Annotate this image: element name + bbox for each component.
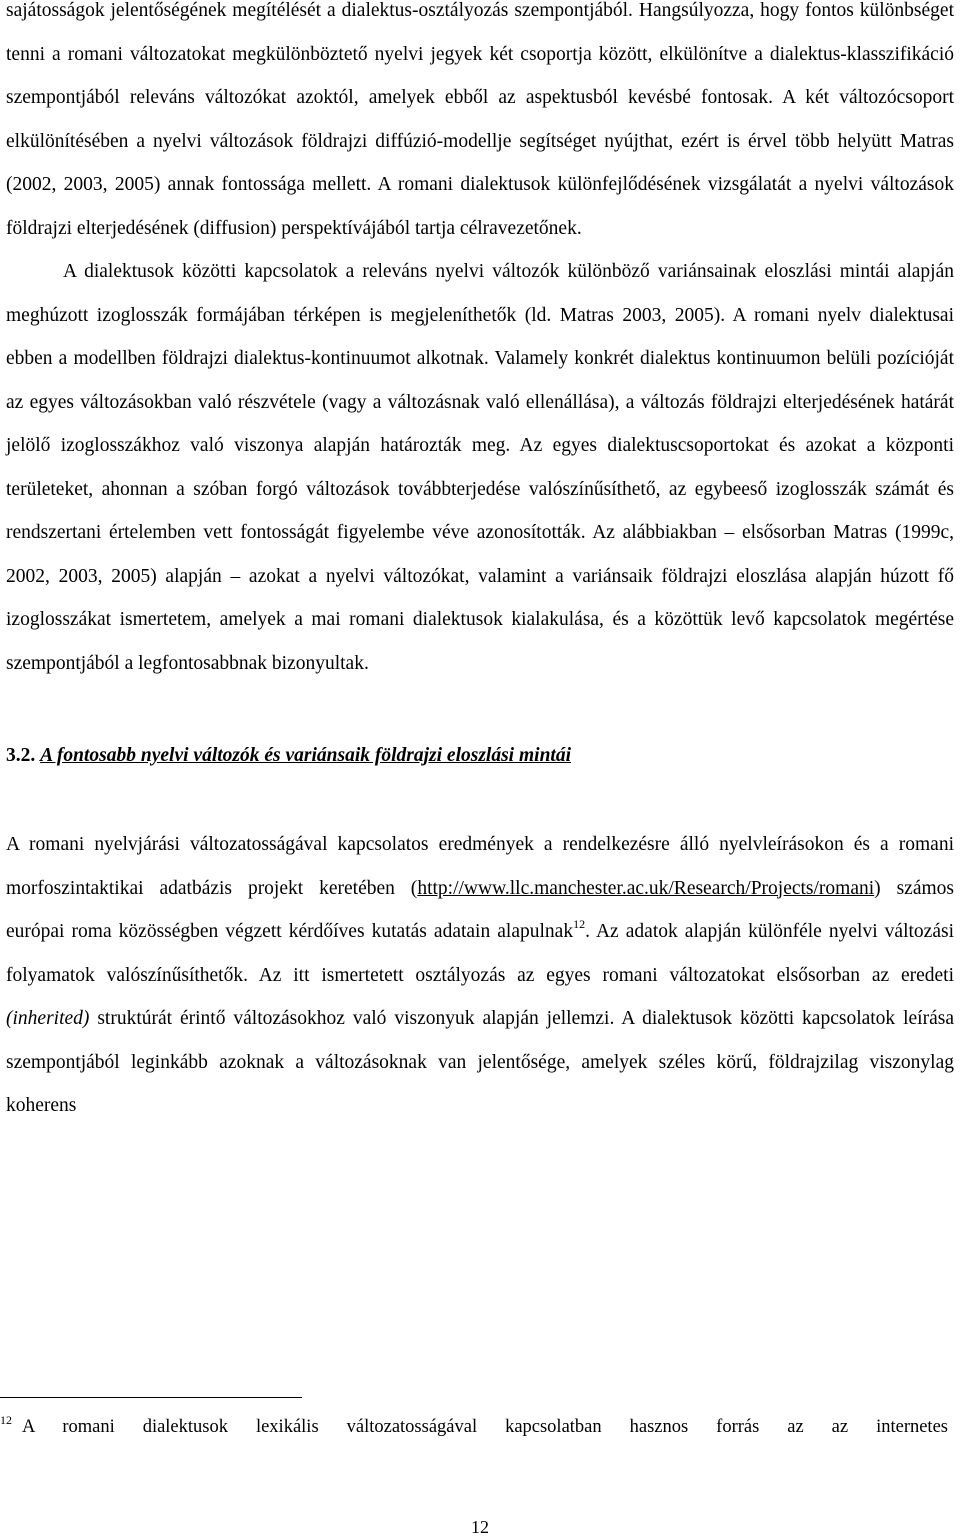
footnote-number: 12: [0, 1413, 12, 1427]
section-heading: [6, 741, 954, 771]
footnote-reference[interactable]: 12: [573, 917, 586, 931]
footnote-separator: [0, 1397, 302, 1398]
inherited-term: (inherited): [6, 1008, 90, 1029]
section-number: 3.2.: [6, 745, 36, 766]
document-page: [6, 0, 954, 1128]
body-paragraph-2: A dialektusok közötti kapcsolatok a releváns nyelvi változók különböző variánsainak eloszlási mintái alapján meghúzott izoglosszák formájában térképen is megjeleníthetők (ld. Matras 2003, 2005). A romani nyelv dialektusai ebben a modellben földrajzi dialektus-kontinuumot alkotnak. Valamely konkrét dialektus kontinuumon belüli pozícióját az egyes változásokban való részvétele (vagy a változásnak való ellenállása), a változás földrajzi elterjedésének határát jelölő izoglosszákhoz való viszonya alapján határozták meg. Az egyes dialektuscsoportokat és azokat a központi területeket, ahonnan a szóban forgó változások továbbterjedése valószínűsíthető, az egybeeső izoglosszák számát és rendszertani értelemben vett fontosságát figyelembe véve azonosították. Az alábbiakban – elsősorban Matras (1999c, 2002, 2003, 2005) alapján – azokat a nyelvi változókat, valamint a variánsaik földrajzi eloszlása alapján húzott fő izoglosszákat ismertetem, amelyek a mai romani dialektusok kialakulása, és a közöttük levő kapcsolatok megértése szempontjából a legfontosabbnak bizonyultak.: [6, 261, 954, 674]
paragraph-3-text-b: ) számos európai roma közösségben végzett kérdőíves kutatás adatain alapulnak: [6, 877, 954, 942]
page-number: 12: [471, 1517, 489, 1537]
footnote-text: A romani dialektusok lexikális változatosságával kapcsolatban hasznos forrás az az internetes: [22, 1417, 948, 1437]
paragraph-3-text-c: . Az adatok alapján különféle nyelvi változási folyamatok valószínűsíthetők. Az itt ismertetett osztályozás az egyes romani változatokat elsősorban az eredeti: [6, 921, 954, 986]
body-paragraph-3: [6, 823, 954, 1128]
footnote: [0, 1408, 948, 1439]
paragraph-3-text-d: struktúrát érintő változásokhoz való viszonyuk alapján jellemzi. A dialektusok közötti kapcsolatok leírása szempontjából leginkább azoknak a változásoknak van jelentősége, amelyek széles körű, földrajzilag viszonylag koherens: [6, 1008, 954, 1116]
section-title: A fontosabb nyelvi változók és variánsaik földrajzi eloszlási mintái: [40, 745, 571, 766]
body-paragraph-1: sajátosságok jelentőségének megítélését a dialektus-osztályozás szempontjából. Hangsúlyozza, hogy fontos különbséget tenni a romani változatokat megkülönböztető nyelvi jegyek két csoportja között, elkülönítve a dialektus-klasszifikáció szempontjából releváns változókat azoktól, amelyek ebből az aspektusból kevésbé fontosak. A két változócsoport elkülönítésében a nyelvi változások földrajzi diffúzió-modellje segítséget nyújthat, ezért is érvel több helyütt Matras (2002, 2003, 2005) annak fontossága mellett. A romani dialektusok különfejlődésének vizsgálatát a nyelvi változások földrajzi elterjedésének (diffusion) perspektívájából tartja célravezetőnek.: [6, 0, 954, 239]
project-url-link[interactable]: http://www.llc.manchester.ac.uk/Research/Projects/romani: [417, 877, 875, 899]
paragraph-3-text-a: A romani nyelvjárási változatosságával kapcsolatos eredmények a rendelkezésre álló nyelvleírásokon és a romani morfoszintaktikai adatbázis projekt keretében (: [6, 834, 954, 899]
